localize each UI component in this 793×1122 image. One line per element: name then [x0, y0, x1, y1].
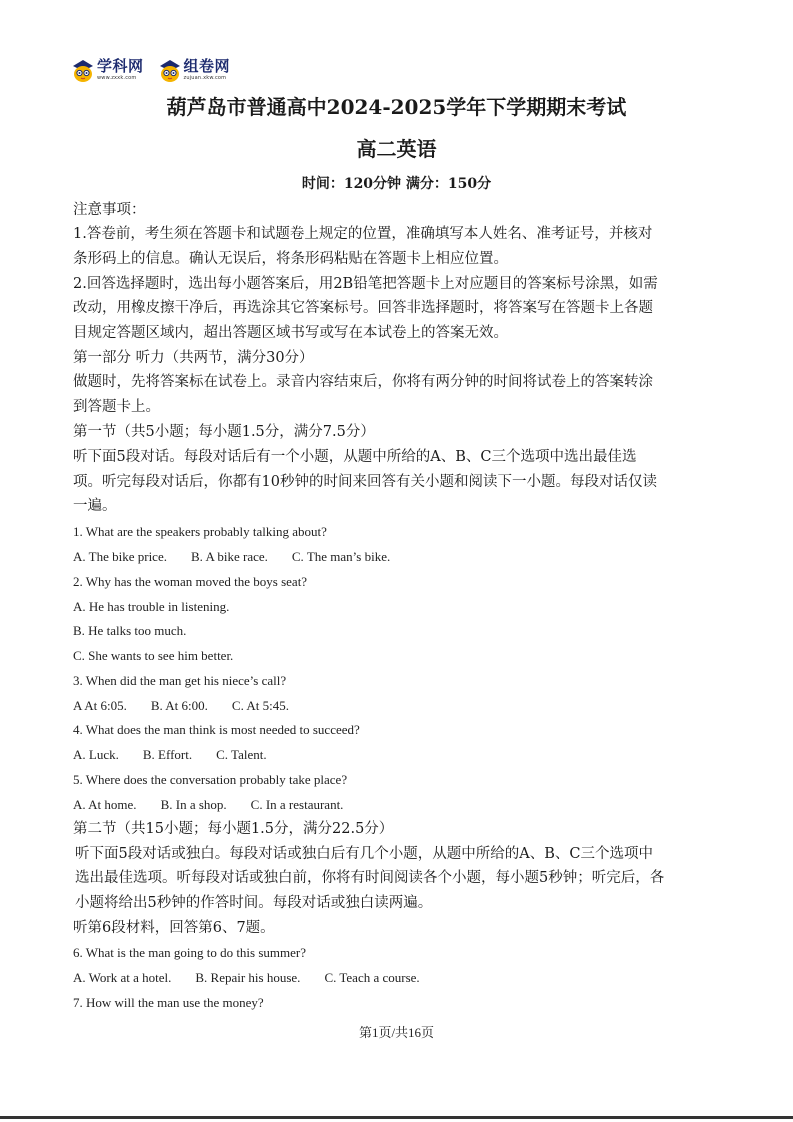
question-2: 2. Why has the woman moved the boys seat?	[73, 574, 308, 589]
question-5-options	[73, 796, 343, 814]
part1-instruction-line2: 到答题卡上。	[73, 399, 160, 415]
section2-material-note: 听第6段材料，回答第6、7题。	[73, 920, 275, 936]
bottom-divider	[0, 1116, 793, 1119]
question-1-options	[73, 548, 390, 566]
option-b: B. Effort.	[142, 747, 193, 762]
part1-heading: 第一部分 听力（共两节，满分30分）	[73, 350, 314, 366]
option-a: A. The bike price.	[73, 549, 167, 564]
page-number: 第1页/共16页	[358, 1025, 435, 1040]
logo-bar	[71, 57, 230, 87]
section1-instruction-line3: 一遍。	[73, 498, 117, 514]
xuekewang-mascot-icon	[71, 57, 95, 83]
section2-instruction-line3: 小题将给出5秒钟的作答时间。每段对话或独白读两遍。	[75, 895, 433, 911]
part1-instruction-line1: 做题时，先将答案标在试卷上。录音内容结束后，你将有两分钟的时间将试卷上的答案转涂	[73, 374, 653, 390]
option-c: C. She wants to see him better.	[73, 648, 234, 663]
notes-item2-line2: 改动，用橡皮擦干净后，再选涂其它答案标号。回答非选择题时，将答案写在答题卡上各题	[73, 300, 653, 316]
question-5: 5. Where does the conversation probably take place?	[73, 772, 348, 787]
option-c: C. The man’s bike.	[291, 549, 391, 564]
logo-zujuanwang	[158, 57, 231, 87]
option-c: C. Talent.	[216, 747, 267, 762]
question-4-options	[73, 746, 267, 764]
notes-item2-line1: 2.回答选择题时，选出每小题答案后，用2B铅笔把答题卡上对应题目的答案标号涂黑，如需	[73, 276, 658, 292]
option-b: B. In a shop.	[160, 797, 227, 812]
logo-url: zujuan.xkw.com	[183, 75, 227, 81]
logo-name: 学科网	[97, 57, 144, 75]
notes-item2-line3: 目规定答题区域内，超出答题区域书写或写在本试卷上的答案无效。	[73, 325, 508, 341]
option-a: A. Work at a hotel.	[73, 970, 172, 985]
section1-heading: 第一节（共5小题；每小题1.5分，满分7.5分）	[73, 424, 375, 440]
question-3-options	[73, 697, 289, 715]
option-b: B. Repair his house.	[195, 970, 301, 985]
option-a: A. Luck.	[73, 747, 119, 762]
section2-instruction-line1: 听下面5段对话或独白。每段对话或独白后有几个小题，从题中所给的A、B、C三个选项中	[75, 846, 653, 862]
question-6-options	[73, 969, 420, 987]
question-4: 4. What does the man think is most needed to succeed?	[73, 722, 360, 737]
notes-heading: 注意事项：	[73, 202, 146, 218]
question-3: 3. When did the man get his niece’s call?	[73, 673, 287, 688]
exam-title: 葫芦岛市普通高中2024-2025学年下学期期末考试	[166, 95, 627, 119]
notes-item1-line2: 条形码上的信息。确认无误后，将条形码粘贴在答题卡上相应位置。	[73, 251, 508, 267]
option-b: B. He talks too much.	[73, 623, 187, 638]
logo-name: 组卷网	[183, 57, 231, 75]
notes-item1-line1: 1.答卷前，考生须在答题卡和试题卷上规定的位置，准确填写本人姓名、准考证号，并核对	[73, 226, 653, 242]
section1-instruction-line2: 项。听完每段对话后，你都有10秒钟的时间来回答有关小题和阅读下一小题。每段对话仅读	[73, 474, 657, 490]
exam-time-info: 时间：120分钟 满分：150分	[301, 176, 492, 192]
logo-url: www.zxxk.com	[97, 75, 137, 81]
option-a: A. He has trouble in listening.	[73, 599, 230, 614]
option-c: C. In a restaurant.	[250, 797, 344, 812]
section1-instruction-line1: 听下面5段对话。每段对话后有一个小题，从题中所给的A、B、C三个选项中选出最佳选	[73, 449, 637, 465]
exam-subject: 高二英语	[356, 137, 437, 161]
section2-heading: 第二节（共15小题；每小题1.5分，满分22.5分）	[73, 821, 394, 837]
option-a: A At 6:05.	[73, 698, 127, 713]
question-7: 7. How will the man use the money?	[73, 995, 264, 1010]
option-c: C. At 5:45.	[231, 698, 289, 713]
logo-xuekewang	[71, 57, 144, 87]
option-c: C. Teach a course.	[324, 970, 420, 985]
question-1: 1. What are the speakers probably talking about?	[73, 524, 327, 539]
option-b: B. A bike race.	[190, 549, 268, 564]
zujuanwang-mascot-icon	[158, 57, 182, 83]
section2-instruction-line2: 选出最佳选项。听每段对话或独白前，你将有时间阅读各个小题，每小题5秒钟；听完后，各	[75, 870, 665, 886]
question-6: 6. What is the man going to do this summer?	[73, 945, 307, 960]
option-b: B. At 6:00.	[150, 698, 208, 713]
option-a: A. At home.	[73, 797, 137, 812]
